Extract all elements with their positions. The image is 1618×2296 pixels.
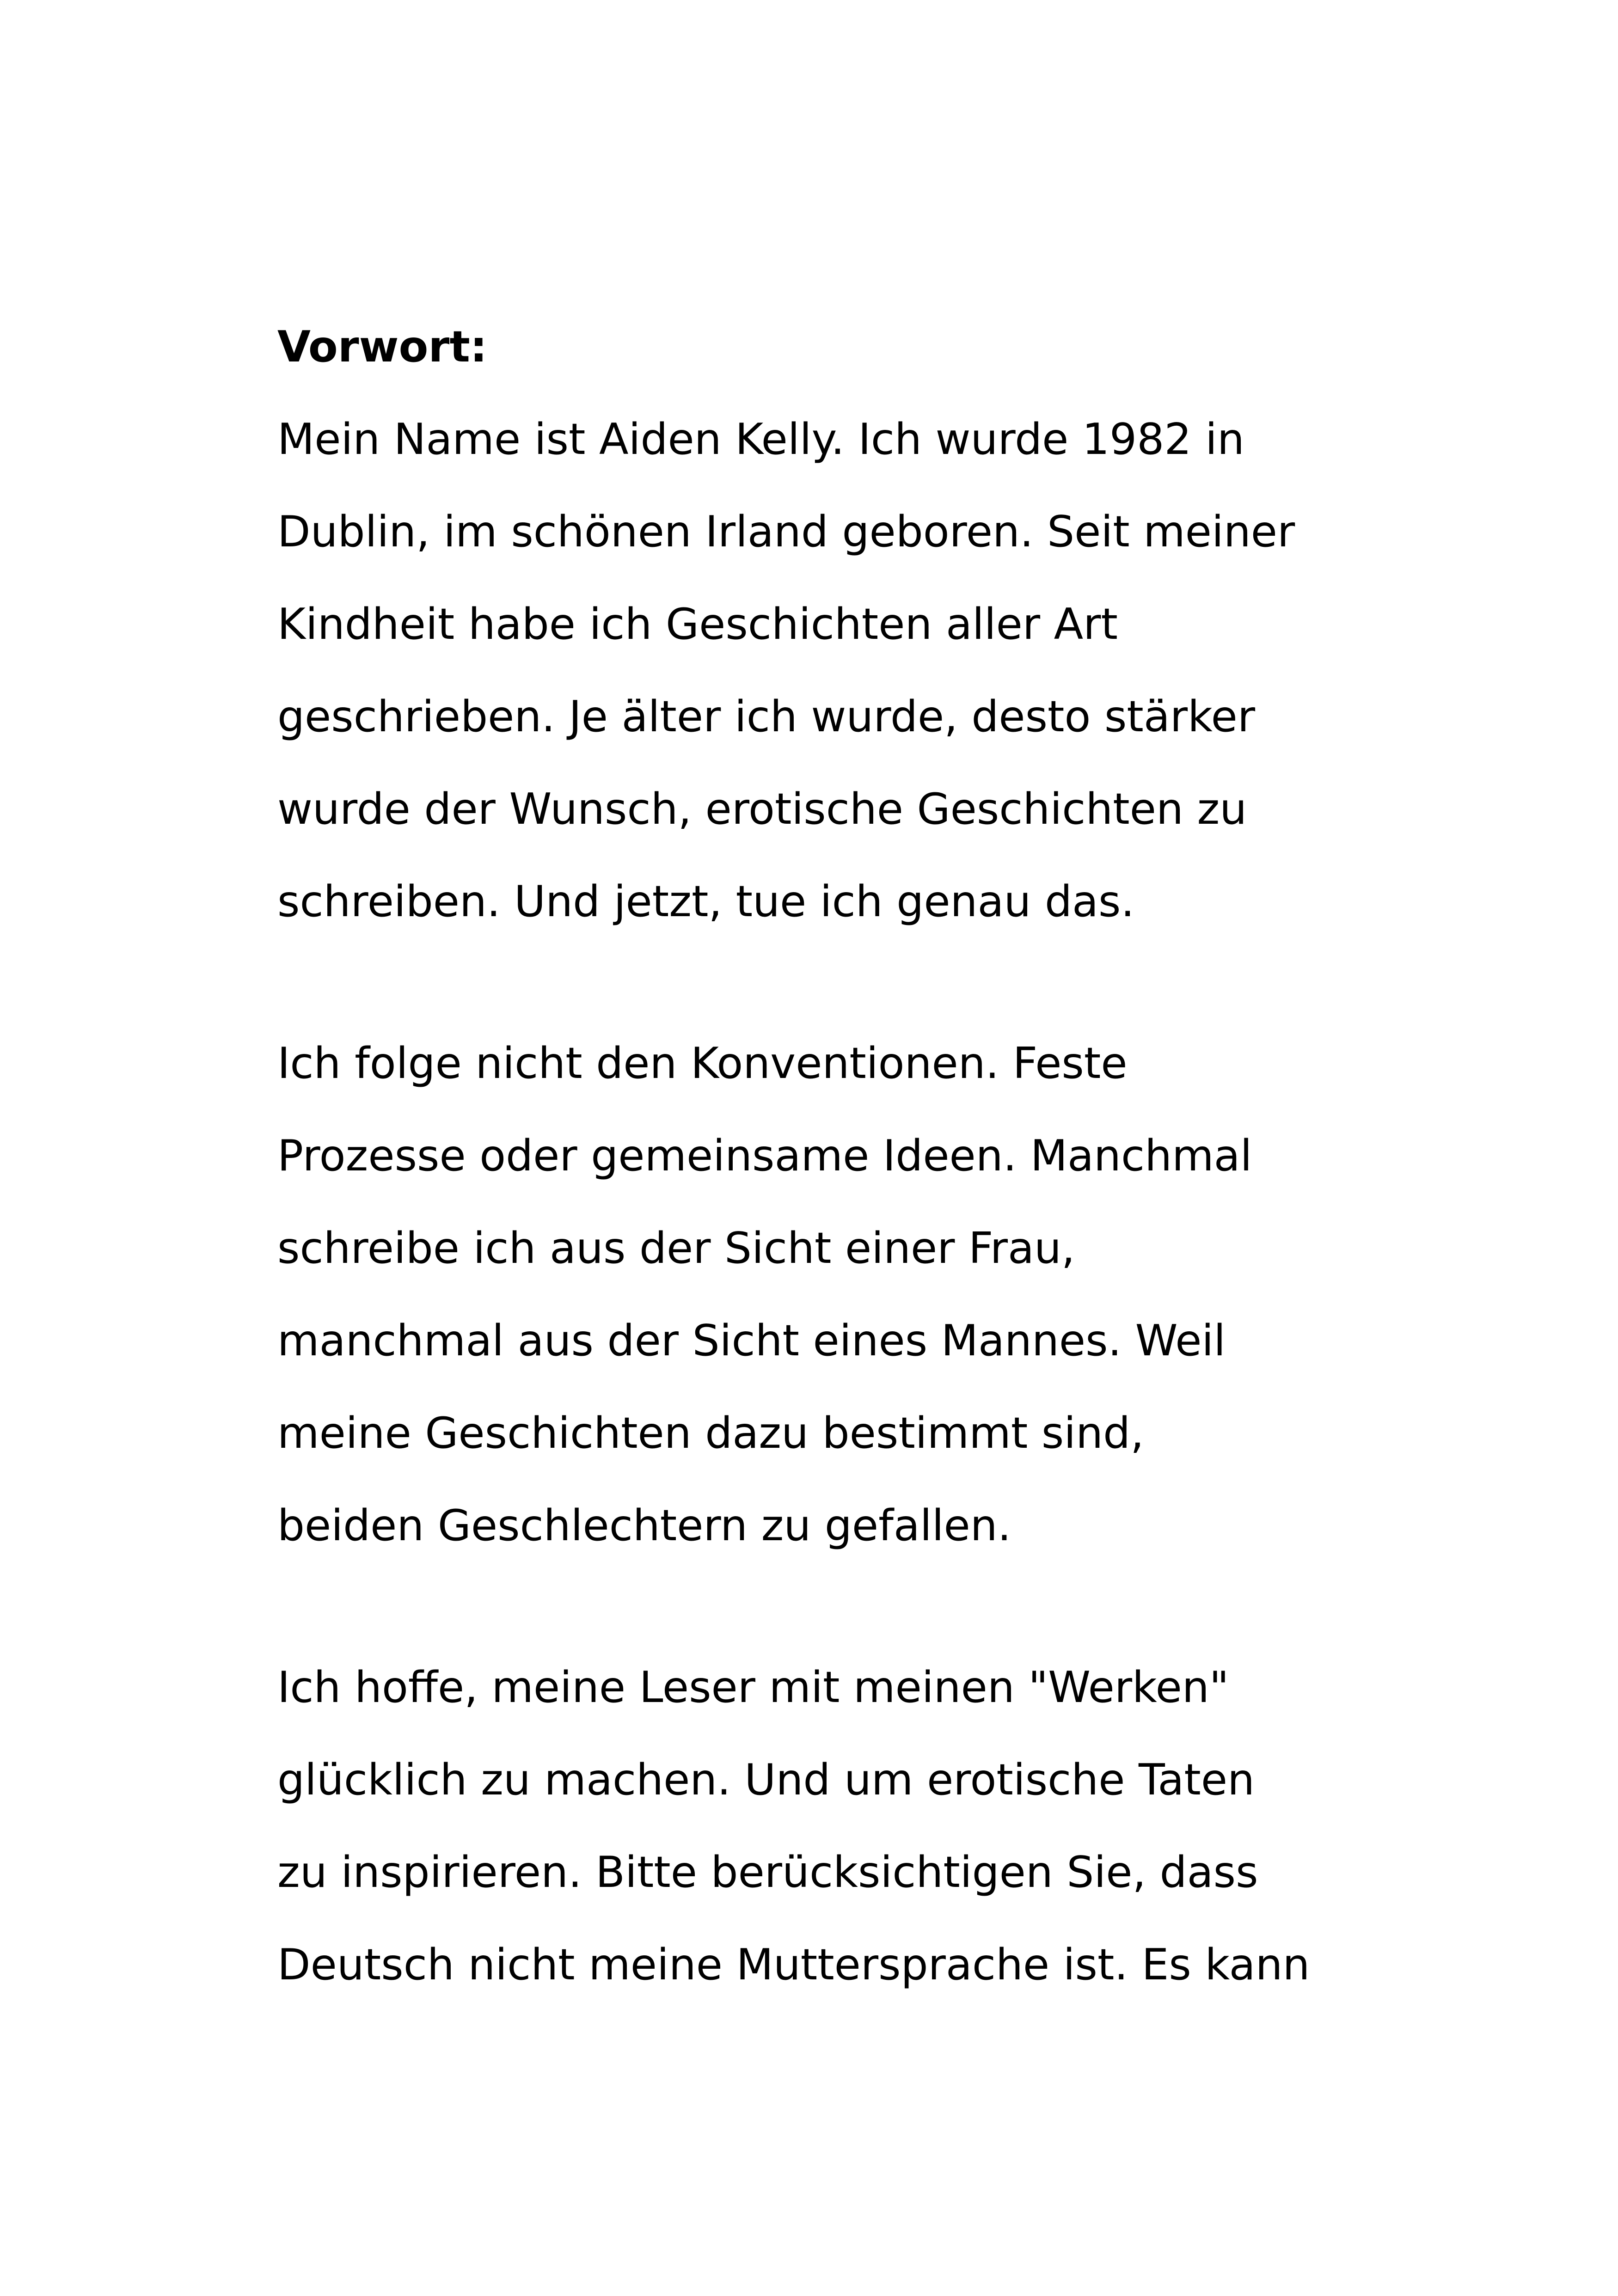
paragraph-3-line-2: glücklich zu machen. Und um erotische Taten — [277, 1755, 1255, 1805]
paragraph-1-line-5: wurde der Wunsch, erotische Geschichten zu — [277, 784, 1247, 834]
paragraph-2-line-4: manchmal aus der Sicht eines Mannes. Weil — [277, 1316, 1226, 1365]
paragraph-1-line-2: Dublin, im schönen Irland geboren. Seit meiner — [277, 507, 1295, 557]
paragraph-1-line-1: Mein Name ist Aiden Kelly. Ich wurde 1982 in — [277, 414, 1244, 464]
paragraph-3-line-1: Ich hoffe, meine Leser mit meinen "Werken" — [277, 1662, 1229, 1712]
section-heading: Vorwort: — [277, 322, 487, 372]
paragraph-3-line-4: Deutsch nicht meine Muttersprache ist. Es kann — [277, 1940, 1310, 1990]
paragraph-1-line-3: Kindheit habe ich Geschichten aller Art — [277, 599, 1118, 649]
paragraph-2-line-1: Ich folge nicht den Konventionen. Feste — [277, 1038, 1128, 1088]
paragraph-1-line-6: schreiben. Und jetzt, tue ich genau das. — [277, 876, 1135, 926]
paragraph-2-line-5: meine Geschichten dazu bestimmt sind, — [277, 1408, 1144, 1458]
paragraph-2-line-6: beiden Geschlechtern zu gefallen. — [277, 1500, 1011, 1550]
paragraph-2-line-2: Prozesse oder gemeinsame Ideen. Manchmal — [277, 1131, 1252, 1181]
paragraph-2-line-3: schreibe ich aus der Sicht einer Frau, — [277, 1223, 1075, 1273]
paragraph-3-line-3: zu inspirieren. Bitte berücksichtigen Sie, dass — [277, 1847, 1258, 1897]
paragraph-1-line-4: geschrieben. Je älter ich wurde, desto stärker — [277, 692, 1256, 741]
